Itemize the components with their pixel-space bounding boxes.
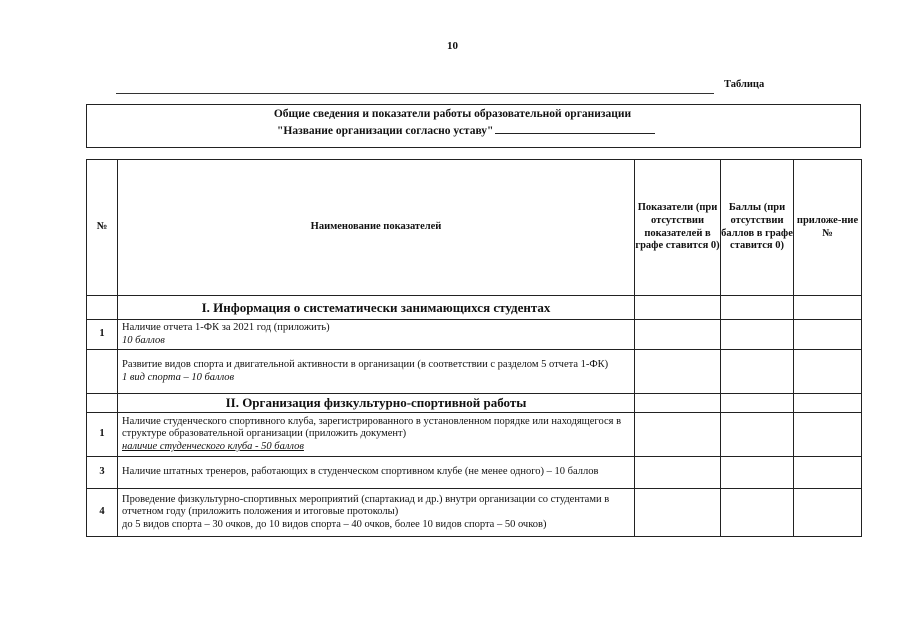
table-row [87, 457, 862, 489]
top-rule-line [116, 93, 714, 94]
appendix-value-cell[interactable] [794, 489, 862, 537]
indicator-value-cell[interactable] [635, 320, 721, 350]
table-row [87, 350, 862, 394]
indicator-value-cell[interactable] [635, 350, 721, 394]
table-row [87, 320, 862, 350]
row-number [87, 350, 118, 394]
empty-cell [635, 394, 721, 413]
section-number-cell [87, 394, 118, 413]
indicator-points-note: 1 вид спорта – 10 баллов [122, 371, 235, 383]
empty-cell [794, 394, 862, 413]
empty-cell [794, 296, 862, 320]
indicator-text: Наличие студенческого спортивного клуба, зарегистрированного в установленном порядке или находящегося в структуре образовательной организации (приложить документ) [122, 415, 622, 440]
indicator-text: Развитие видов спорта и двигательной активности в организации (в соответствии с разделом 5 отчета 1-ФК) [122, 359, 609, 371]
points-value-cell[interactable] [721, 489, 794, 537]
header-org-name [277, 123, 655, 137]
appendix-value-cell[interactable] [794, 350, 862, 394]
indicator-value-cell[interactable] [635, 489, 721, 537]
indicator-name [118, 489, 635, 537]
points-value-cell[interactable] [721, 320, 794, 350]
table-row [87, 413, 862, 457]
indicator-value-cell[interactable] [635, 413, 721, 457]
indicator-text-scoring: до 5 видов спорта – 30 очков, до 10 видов спорта – 40 очков, более 10 видов спорта – 50 очков) [122, 518, 547, 530]
section-number-cell [87, 296, 118, 320]
appendix-value-cell[interactable] [794, 320, 862, 350]
indicator-name [118, 413, 635, 457]
empty-cell [721, 296, 794, 320]
indicator-text: Наличие отчета 1-ФК за 2021 год (приложить) [122, 322, 330, 333]
row-number: 1 [87, 413, 118, 457]
indicator-name [118, 457, 635, 489]
section-title: II. Организация физкультурно-спортивной работы [118, 394, 635, 413]
table-row [87, 489, 862, 537]
column-header-number: № [87, 160, 118, 296]
header-org-label: "Название организации согласно уставу" [277, 125, 494, 137]
indicator-points-note: наличие студенческого клуба - 50 баллов [122, 440, 304, 452]
points-value-cell[interactable] [721, 350, 794, 394]
empty-cell [721, 394, 794, 413]
indicator-text: Проведение физкультурно-спортивных мероприятий (спартакиад и др.) внутри организации со студентами в отчетном году (приложить положения и итоговые протоколы) [122, 493, 610, 518]
indicator-name [118, 350, 635, 394]
row-number: 1 [87, 320, 118, 350]
indicator-text: Наличие штатных тренеров, работающих в студенческом спортивном клубе (не менее одного) – 10 баллов [122, 466, 599, 478]
appendix-value-cell[interactable] [794, 457, 862, 489]
column-header-points: Баллы (при отсутствии баллов в графе ставится 0) [721, 160, 794, 296]
appendix-value-cell[interactable] [794, 413, 862, 457]
indicator-points-note: 10 баллов [122, 334, 165, 346]
indicator-name [118, 320, 635, 350]
table-label: Таблица [724, 79, 765, 90]
points-value-cell[interactable] [721, 413, 794, 457]
section-row [87, 296, 862, 320]
empty-cell [635, 296, 721, 320]
column-header-appendix: приложе-ние № [794, 160, 862, 296]
points-value-cell[interactable] [721, 457, 794, 489]
row-number: 4 [87, 489, 118, 537]
indicator-value-cell[interactable] [635, 457, 721, 489]
header-title: Общие сведения и показатели работы образовательной организации [273, 108, 632, 120]
page-number: 10 [447, 40, 458, 52]
section-row [87, 394, 862, 413]
indicators-table [86, 159, 862, 537]
table-header-row [87, 160, 862, 296]
section-title: I. Информация о систематически занимающихся студентах [118, 296, 635, 320]
row-number: 3 [87, 457, 118, 489]
column-header-name: Наименование показателей [118, 160, 635, 296]
column-header-indicators: Показатели (при отсутствии показателей в графе ставится 0) [635, 160, 721, 296]
org-name-blank-field[interactable] [495, 123, 655, 134]
